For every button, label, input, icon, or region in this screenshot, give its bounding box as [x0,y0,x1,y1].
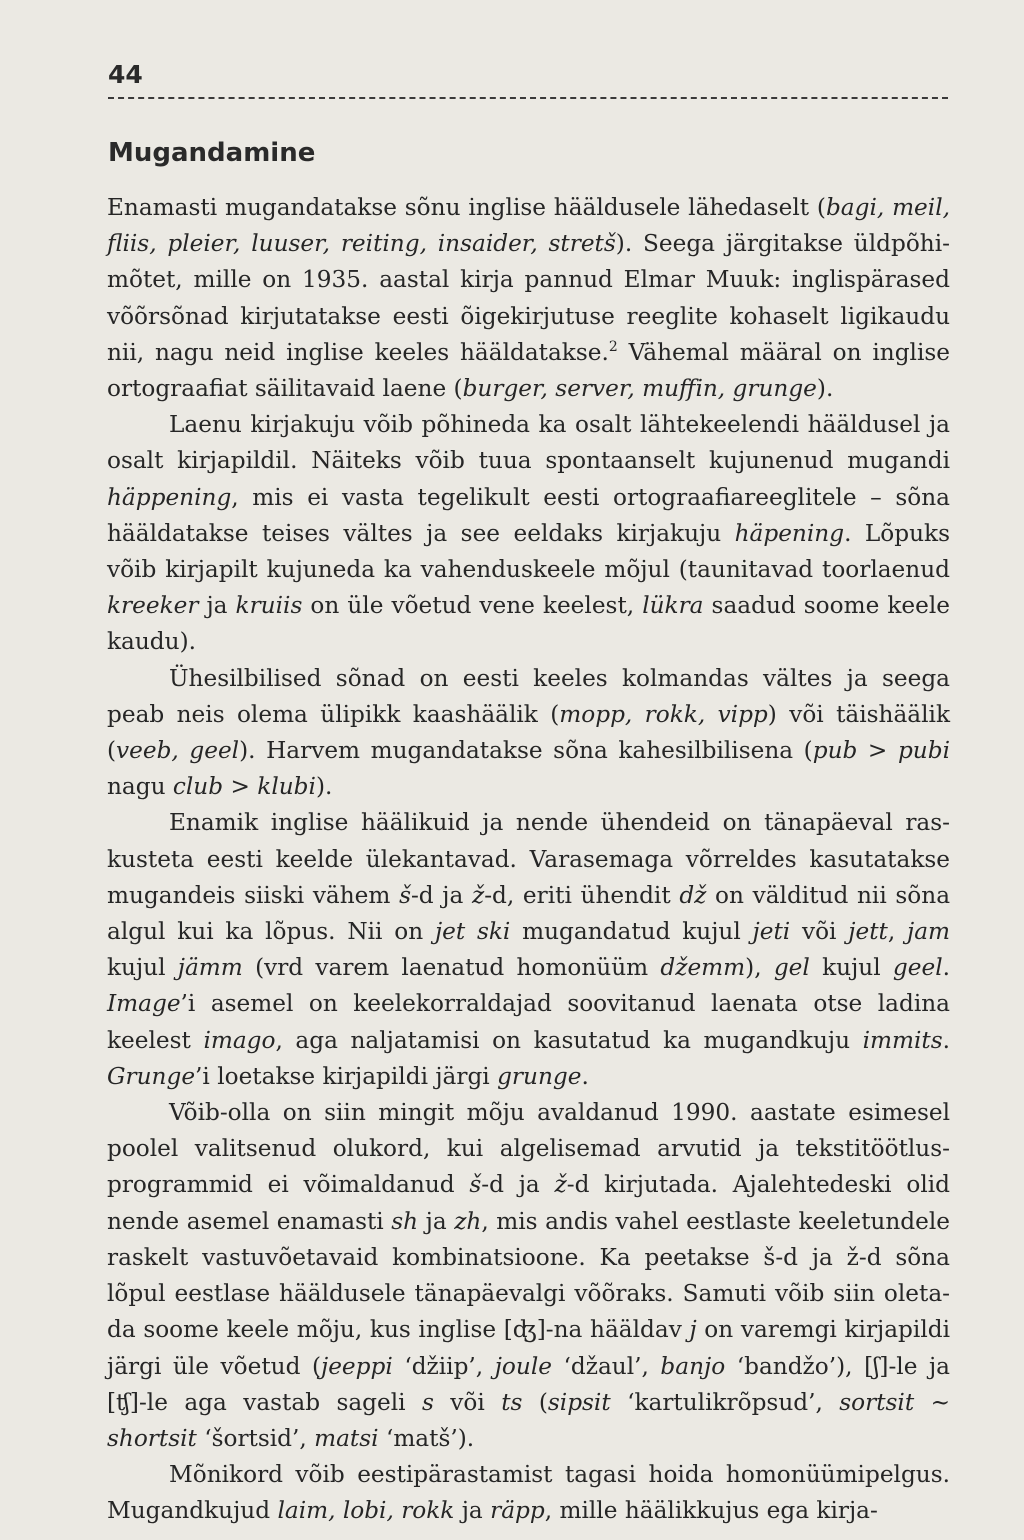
italic-term: ts [501,1388,523,1416]
text-run: ‘matš’). [378,1424,475,1452]
italic-term: jeti [752,918,791,946]
text-run: ) või täishäälik ( [107,700,950,765]
text-run: . [942,954,950,982]
text-run: või [433,1388,502,1416]
text-run: . Lõpuks võib kirjapilt kujuneda ka vahenduskeele mõjul (taunitavad toorlaenud [107,519,950,584]
text-run: on üle võetud vene keelest, [302,592,643,620]
italic-term: pubi [897,737,950,765]
text-run: ), [745,954,774,982]
italic-term: geel [892,954,943,982]
italic-term: club [172,773,224,801]
italic-term: jeeppi [321,1352,393,1380]
italic-term: banjo [660,1352,726,1380]
italic-term: kreeker [107,592,199,620]
text-run: ). Harvem mugandatakse sõna kahesilbilisena ( [239,737,813,765]
text-run: ‘kartulikrõpsud’, [610,1388,840,1416]
header-rule [108,97,948,99]
paragraph [107,661,950,806]
italic-term: veeb, geel [116,737,240,765]
text-run: ). Seega järgitakse üldpõhimõtet, mille on 1935. aastal kirja pannud Elmar Muuk: inglispärased võõrsõnad kirjutatakse eesti õigekirjutuse reeglite kohaselt ligikaudu nii, nagu neid inglise keeles hääldatakse. [107,230,950,366]
italic-term: laim, lobi, rokk [277,1497,455,1525]
italic-term: kruiis [235,592,303,620]
text-run: ja [418,1207,455,1235]
italic-term: ž [472,881,485,909]
text-run: Enamik inglise häälikuid ja nende ühendeid on tänapäeval raskusteta eesti keelde ülekantavad. Varasemaga võrreldes kasutatakse mugandeis siiski vähem [107,809,950,909]
paragraph [107,407,950,660]
italic-term: sipsit [547,1388,611,1416]
italic-term: jett [848,918,888,946]
text-run: -d ja [410,881,472,909]
italic-term: häpening [734,519,845,547]
text-run: (vrd varem laenatud homonüüm [242,954,661,982]
text-run: mugandatud kujul [510,918,753,946]
italic-term: dž [679,881,707,909]
text-run: -d ja [481,1171,555,1199]
text-run: või [790,918,849,946]
text-run: on välditud nii sõna algul kui ka lõpus. Nii on [107,881,951,946]
text-run: , mille häälikkujus ega kirja- [544,1497,878,1525]
text-run: Enamasti mugandatakse sõnu inglise hääldusele lähedaselt ( [107,194,826,221]
text-run: Vähemal määral on inglise ortograafiat säilitavaid laene ( [107,338,950,403]
text-run: , mis andis vahel eestlaste keeletundele raskelt vastuvõetavaid kombinatsioone. Ka peetakse š-d ja ž-d sõna lõpul eestlase hääldusele tänapäevalgi võõraks. Samuti võib siin oletada soome keele mõju, kus inglise [ʤ]-na hääldav [107,1207,950,1344]
italic-term: klubi [257,773,316,801]
italic-term: zh [454,1207,482,1235]
text-run: , [887,918,908,946]
text-run: Laenu kirjakuju võib põhineda ka osalt lähtekeelendi hääldusel ja osalt kirjapildil. Näiteks võib tuua spontaanselt kujunenud mugandi [107,411,950,475]
italic-term: pub [812,737,858,765]
text-run: ‘džaul’, [551,1352,661,1380]
text-run: -d, eriti ühendit [484,881,680,909]
paragraph [107,805,950,1095]
italic-term: immits [862,1026,943,1054]
text-run: ). [315,773,333,801]
italic-term: ž [554,1171,567,1199]
italic-term: j [689,1316,697,1344]
text-run: Mõnikord võib eestipärastamist tagasi hoida homonüümipelgus. Mugandkujud [107,1461,950,1525]
italic-term: mopp, rokk, vipp [559,700,768,728]
italic-term: burger, server, muffin, grunge [462,375,817,403]
body-text [107,190,950,1530]
text-run: kujul [809,954,893,982]
page-number: 44 [108,60,143,89]
text-run: > [857,737,898,765]
italic-term: s [421,1388,434,1416]
section-heading: Mugandamine [108,138,316,168]
paragraph [107,190,950,407]
text-run: , aga naljatamisi on kasutatud ka mugandkuju [275,1026,863,1054]
italic-term: imago [203,1026,276,1054]
italic-term: sortsit ~ shortsit [107,1388,950,1452]
text-run: kujul [107,954,178,982]
italic-term: jam [907,918,951,946]
text-run: saadud soome keele kaudu). [107,592,950,656]
text-run: , mis ei vasta tegelikult eesti ortograafiareeglitele – sõna hääldatakse teises vältes ja see eeldaks kirjakuju [107,483,950,547]
italic-term: grunge [497,1062,582,1090]
paragraph [107,1095,950,1457]
text-run: ja [454,1497,491,1525]
text-run: ‘šortsid’, [196,1424,315,1452]
text-run: Ühesilbilised sõnad on eesti keeles kolmandas vältes ja seega peab neis olema ülipikk kaashäälik ( [107,664,950,728]
text-run: -d kirjutada. Ajalehtedeski olid nende asemel enamasti [107,1171,950,1235]
italic-term: Image [107,990,181,1018]
text-run: > [223,773,258,801]
text-run: . [942,1026,950,1054]
text-run: ja [198,592,236,620]
text-run: ’i loetakse kirjapildi järgi [195,1062,498,1090]
text-run: ’i asemel on keelekorraldajad soovitanud laenata otse ladina keelest [107,990,950,1054]
italic-term: bagi, meil, fliis, pleier, luuser, reiting, insaider, stretš [107,194,950,258]
italic-term: sh [391,1207,419,1235]
italic-term: gel [773,954,810,982]
text-run: ). [816,375,834,403]
italic-term: jämm [177,954,243,982]
footnote-ref: 2 [608,338,618,355]
paragraph [107,1457,950,1529]
italic-term: Grunge [107,1062,196,1090]
italic-term: joule [494,1352,552,1380]
text-run: nagu [107,773,173,801]
text-run: ( [522,1388,548,1416]
italic-term: räpp [490,1497,545,1525]
italic-term: matsi [314,1424,379,1452]
italic-term: häppening [107,483,232,511]
italic-term: jet ski [434,918,511,946]
text-run: . [581,1062,589,1090]
italic-term: š [399,881,411,909]
italic-term: džemm [660,954,746,982]
text-run: Võib-olla on siin mingit mõju avaldanud 1990. aastate esimesel poolel valitsenud olukord, kui algelisemad arvutid ja tekstitöötlusprogrammid ei võimaldanud [107,1099,950,1199]
text-run: ‘bandžo’), [ʃ]-le ja [ʧ]-le aga vastab sageli [107,1352,951,1416]
text-run: on varemgi kirjapildi järgi üle võetud ( [107,1316,950,1380]
italic-term: š [469,1171,482,1199]
italic-term: lükra [642,592,704,620]
text-run: ‘džiip’, [392,1352,495,1380]
